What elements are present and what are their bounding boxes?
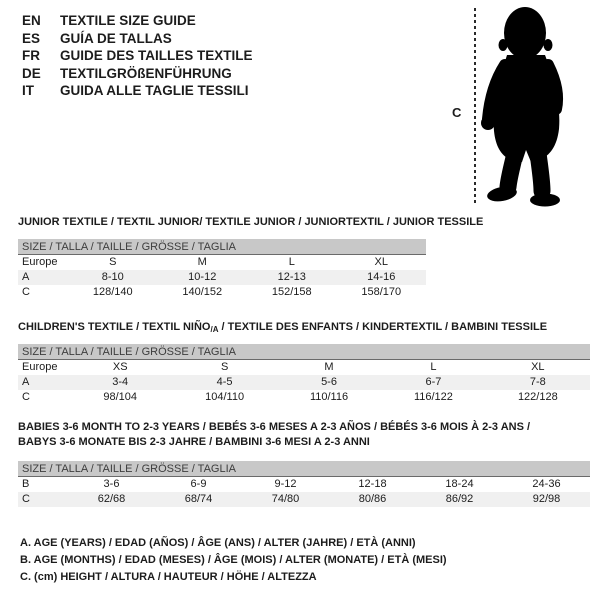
size-cell: 12-18 [358, 478, 387, 490]
lang-row-de [22, 65, 253, 83]
heading-subscript: /A [210, 325, 219, 334]
size-cell: 24-36 [532, 478, 561, 490]
lang-row-fr [22, 47, 253, 65]
size-cell: 10-12 [188, 271, 217, 283]
junior-size-table [18, 239, 426, 300]
size-cell: 3-6 [103, 478, 120, 490]
size-cell: 8-10 [101, 271, 124, 283]
lang-row-es [22, 30, 253, 48]
size-cell: 98/104 [103, 391, 138, 403]
lang-title: GUIDE DES TAILLES TEXTILE [60, 48, 253, 63]
table-row-height [18, 285, 426, 300]
heading-line-2: BABYS 3-6 MONATE BIS 2-3 JAHRE / BAMBINI 3-6 MESI A 2-3 ANNI [18, 436, 370, 448]
size-cell: XL [531, 361, 545, 373]
lang-code: EN [22, 13, 41, 28]
heading-text: / TEXTILE DES ENFANTS / KINDERTEXTIL / BAMBINI TESSILE [218, 321, 548, 333]
row-label: C [22, 493, 30, 505]
children-size-table [18, 344, 590, 405]
table-row-age-months [18, 477, 590, 492]
size-cell: 4-5 [216, 376, 233, 388]
row-label: C [22, 391, 30, 403]
height-measure-label: C [452, 105, 462, 120]
baby-silhouette-icon [479, 3, 593, 207]
size-cell: 3-4 [112, 376, 129, 388]
size-cell: 152/158 [271, 286, 312, 298]
babies-size-table [18, 461, 590, 507]
junior-section-heading: JUNIOR TEXTILE / TEXTIL JUNIOR/ TEXTILE JUNIOR / JUNIORTEXTIL / JUNIOR TESSILE [18, 216, 484, 228]
lang-code: ES [22, 30, 41, 46]
size-header-bar: SIZE / TALLA / TAILLE / GRÖSSE / TAGLIA [18, 344, 590, 360]
heading-text: CHILDREN'S TEXTILE / TEXTIL NIÑO [18, 321, 211, 333]
size-cell: 110/116 [309, 391, 349, 403]
lang-row-en [22, 12, 253, 30]
size-cell: 92/98 [532, 493, 561, 505]
lang-code: FR [22, 48, 40, 63]
table-row-europe [18, 360, 590, 375]
height-measure-dashed-line [474, 8, 476, 205]
footnote-legend [20, 535, 447, 585]
size-cell: 128/140 [92, 286, 133, 298]
size-cell: 80/86 [358, 493, 387, 505]
size-cell: 104/110 [205, 391, 245, 403]
size-cell: 62/68 [97, 493, 126, 505]
size-cell: 6-9 [190, 478, 207, 490]
size-cell: 14-16 [367, 271, 396, 283]
size-cell: 86/92 [445, 493, 474, 505]
size-cell: 158/170 [361, 286, 402, 298]
size-cell: 5-6 [321, 376, 337, 388]
size-cell: XL [374, 256, 388, 268]
footnote-c: C. (cm) HEIGHT / ALTURA / HAUTEUR / HÖHE / ALTEZZA [20, 570, 317, 583]
size-cell: 68/74 [184, 493, 213, 505]
row-label: B [22, 478, 30, 490]
footnote-b: B. AGE (MONTHS) / EDAD (MESES) / ÂGE (MOIS) / ALTER (MONATE) / ETÀ (MESI) [20, 553, 447, 566]
size-cell: 116/122 [413, 391, 453, 403]
table-row-age [18, 375, 590, 390]
lang-row-it [22, 82, 253, 100]
row-label: C [22, 286, 30, 298]
size-cell: 12-13 [277, 271, 306, 283]
lang-title: GUÍA DE TALLAS [60, 30, 172, 46]
size-header-bar: SIZE / TALLA / TAILLE / GRÖSSE / TAGLIA [18, 461, 590, 477]
size-cell: M [197, 256, 207, 268]
lang-title: TEXTILE SIZE GUIDE [60, 13, 196, 28]
heading-line-1: BABIES 3-6 MONTH TO 2-3 YEARS / BEBÉS 3-6 MESES A 2-3 AÑOS / BÉBÉS 3-6 MOIS À 2-3 ANS / [18, 421, 531, 433]
size-cell: 6-7 [425, 376, 442, 388]
size-cell: 18-24 [445, 478, 474, 490]
table-row-age [18, 270, 426, 285]
size-cell: L [288, 256, 295, 268]
row-label: A [22, 376, 30, 388]
size-cell: 7-8 [529, 376, 546, 388]
size-header-bar: SIZE / TALLA / TAILLE / GRÖSSE / TAGLIA [18, 239, 426, 255]
size-cell: S [220, 361, 229, 373]
lang-title: GUIDA ALLE TAGLIE TESSILI [60, 83, 249, 98]
lang-title: TEXTILGRÖßENFÜHRUNG [60, 65, 232, 81]
language-title-block [22, 12, 253, 100]
size-cell: L [430, 361, 437, 373]
table-row-height [18, 390, 590, 405]
babies-section-heading [18, 420, 530, 450]
size-cell: S [109, 256, 117, 268]
row-label: A [22, 271, 30, 283]
lang-code: IT [22, 83, 34, 98]
table-row-europe [18, 255, 426, 270]
size-cell: 74/80 [271, 493, 300, 505]
children-section-heading [18, 320, 547, 337]
size-cell: 9-12 [274, 478, 297, 490]
size-cell: 122/128 [517, 391, 558, 403]
size-cell: M [324, 361, 334, 373]
size-cell: 140/152 [182, 286, 223, 298]
lang-code: DE [22, 65, 41, 81]
row-label: Europe [22, 256, 58, 268]
footnote-a: A. AGE (YEARS) / EDAD (AÑOS) / ÂGE (ANS) / ALTER (JAHRE) / ETÀ (ANNI) [20, 537, 416, 549]
row-label: Europe [22, 361, 58, 373]
size-cell: XS [112, 361, 128, 373]
table-row-height [18, 492, 590, 507]
